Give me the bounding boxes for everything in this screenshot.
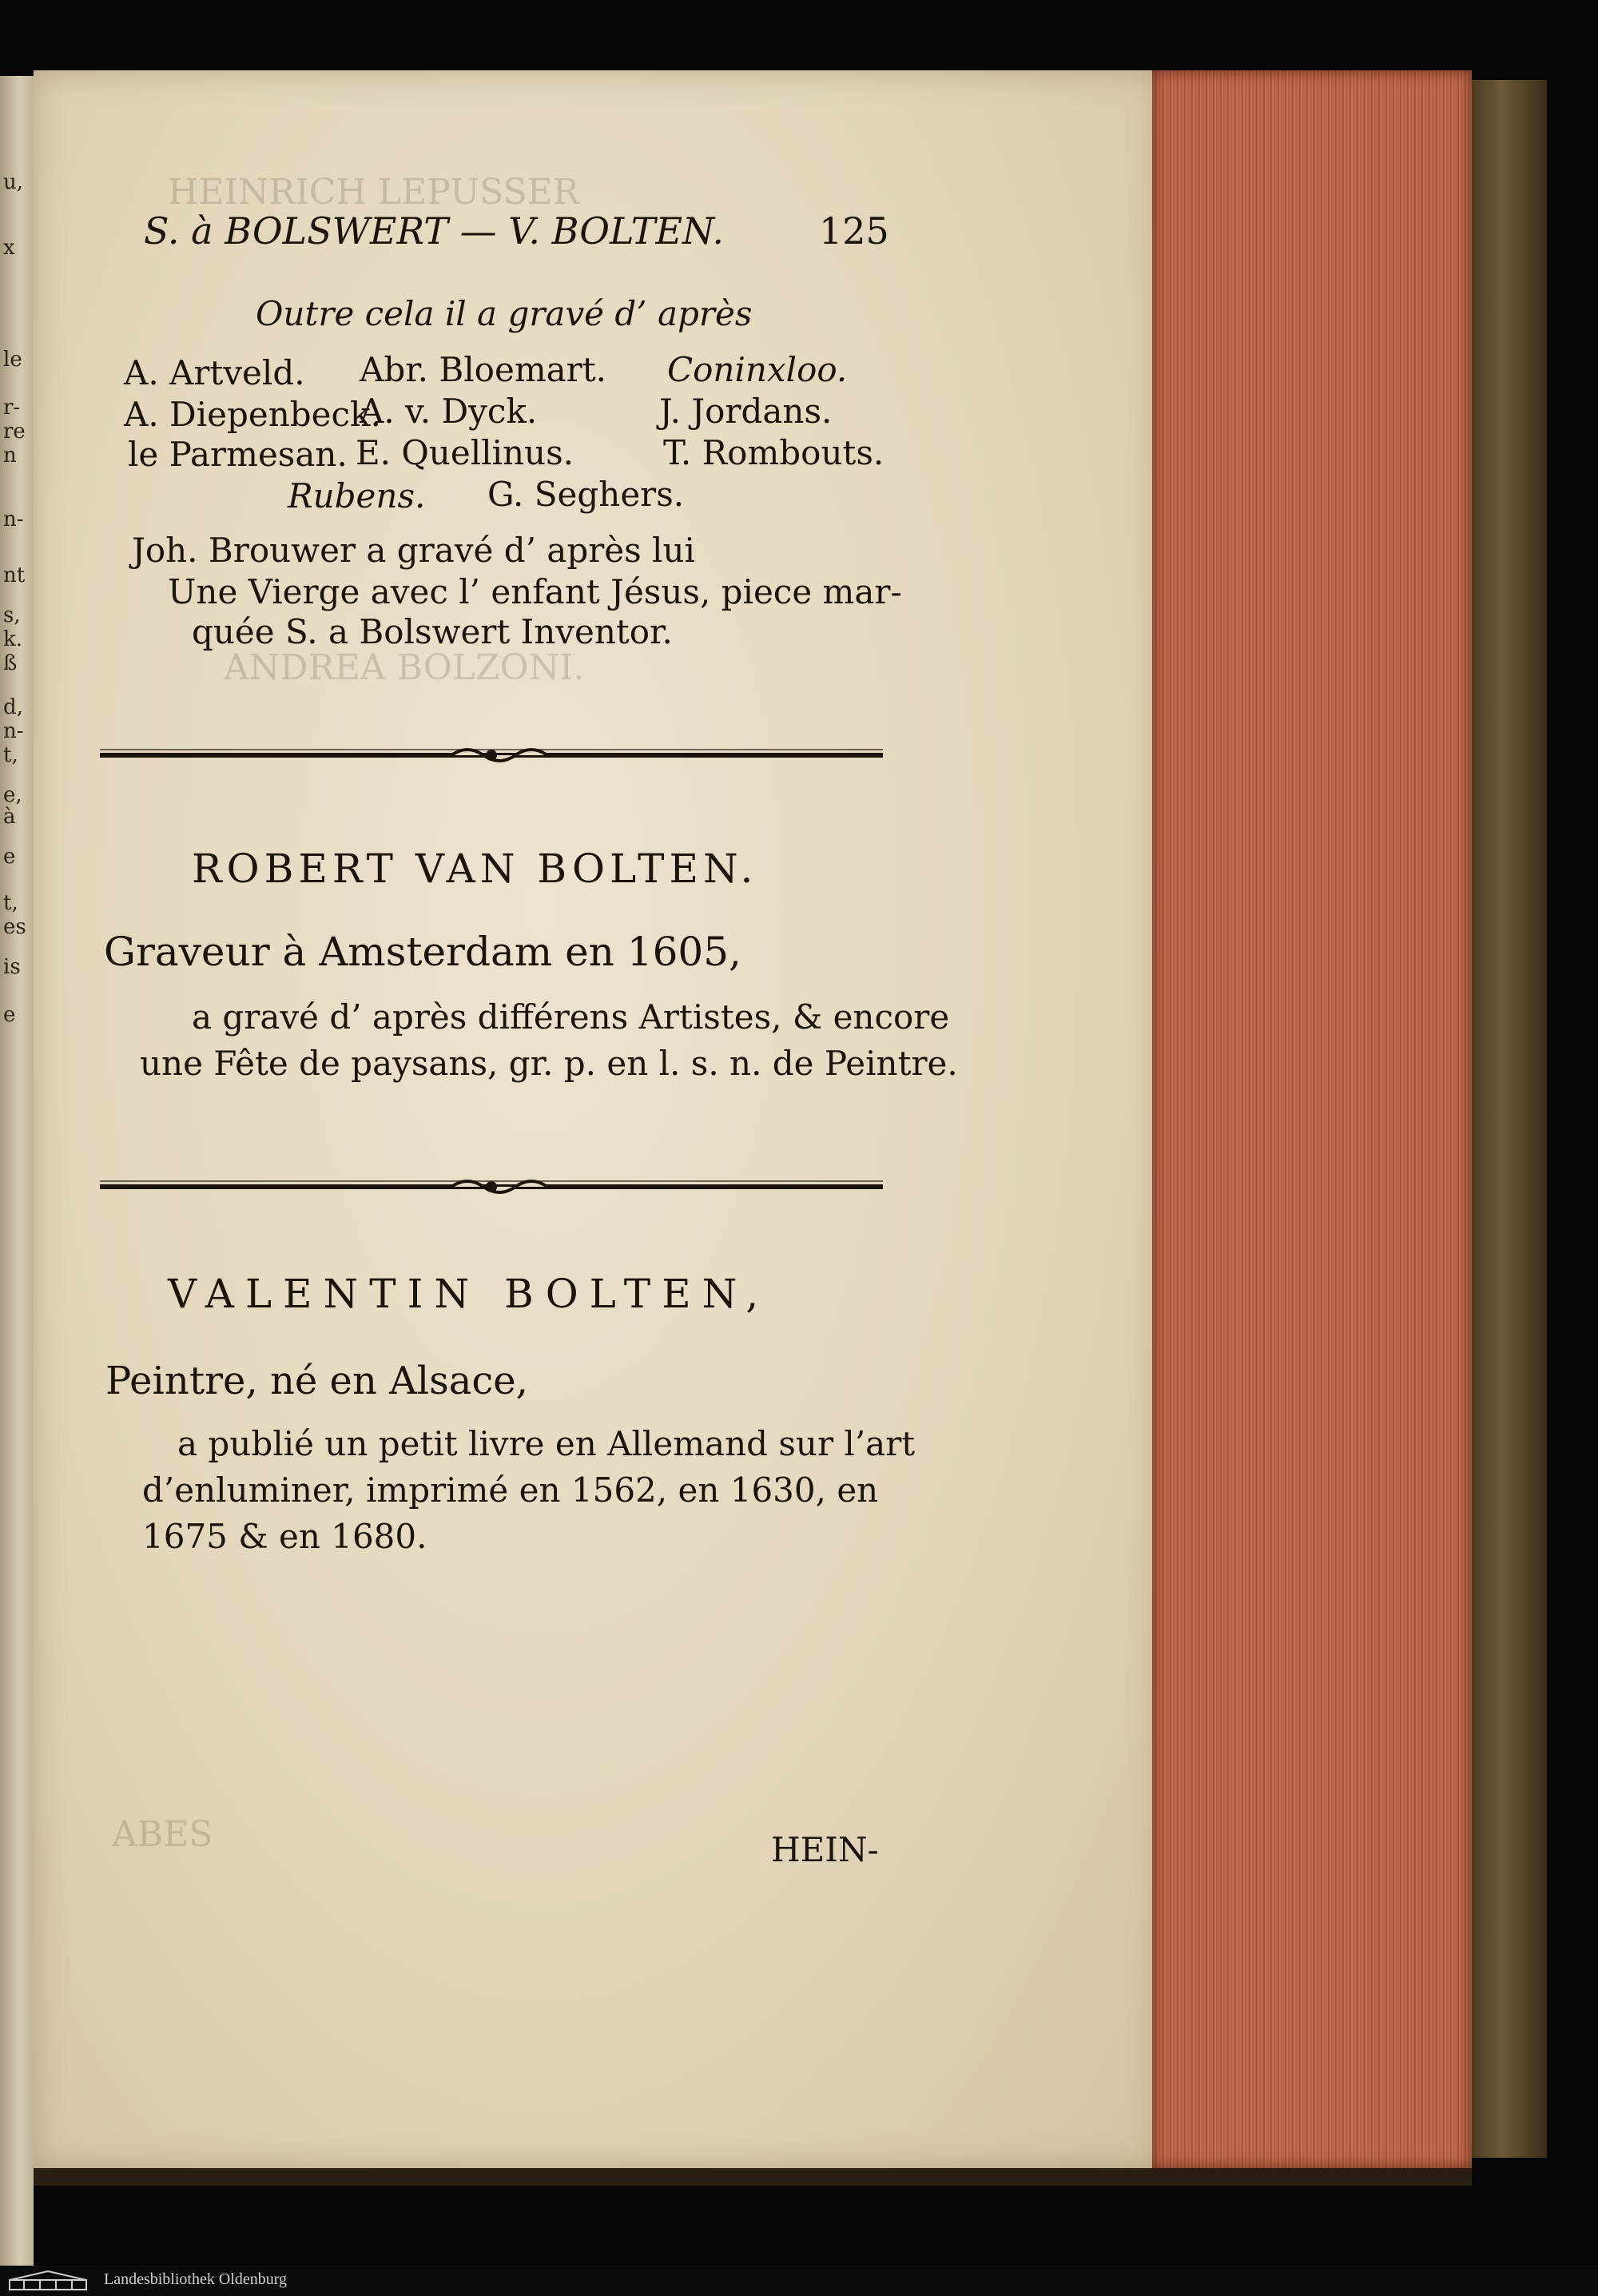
page-number: 125 — [819, 209, 889, 253]
catchword: HEIN- — [771, 1830, 879, 1869]
entry-line: a gravé d’ après différens Artistes, & encore — [192, 997, 950, 1037]
book-cover-edge — [1472, 80, 1547, 2158]
artist-name: Abr. Bloemart. — [360, 350, 606, 389]
entry-line: d’enluminer, imprimé en 1562, en 1630, en — [142, 1470, 879, 1510]
ornamental-divider — [100, 746, 883, 764]
brouwer-line: quée S. a Bolswert Inventor. — [192, 612, 673, 651]
entry-line: a publié un petit livre en Allemand sur l’art — [177, 1424, 916, 1463]
artist-name: G. Seghers. — [487, 475, 685, 514]
artist-name: A. Artveld. — [124, 353, 305, 392]
facing-page-text-fragments: u, x le r- re n n- nt s, k. ß d, n- t, e, à e t, es is e — [3, 170, 26, 1027]
artist-name: Rubens. — [288, 476, 426, 515]
ornamental-divider — [100, 1178, 883, 1196]
artist-name: Coninxloo. — [667, 350, 848, 389]
artist-name: T. Rombouts. — [663, 433, 884, 472]
artist-name: A. v. Dyck. — [360, 392, 538, 431]
entry-line: une Fête de paysans, gr. p. en l. s. n. de Peintre. — [140, 1044, 958, 1083]
library-building-icon — [8, 2269, 88, 2291]
facing-page-edge — [0, 76, 34, 2266]
page-edges — [1152, 70, 1472, 2168]
footer-bar — [0, 2266, 1598, 2296]
artist-name: J. Jordans. — [659, 392, 833, 431]
artist-name: E. Quellinus. — [356, 433, 574, 472]
artist-name: le Parmesan. — [128, 435, 348, 474]
library-name: Landesbibliothek Oldenburg — [104, 2270, 288, 2288]
artist-name: A. Diepenbeck. — [124, 395, 381, 434]
brouwer-line: Joh. Brouwer a gravé d’ après lui — [132, 531, 695, 570]
running-title: S. à BOLSWERT — V. BOLTEN. — [144, 209, 724, 253]
entry-lead-robert: Graveur à Amsterdam en 1605, — [104, 929, 741, 975]
book-bottom-edge — [34, 2168, 1472, 2186]
entry-title-robert: ROBERT VAN BOLTEN. — [192, 846, 758, 892]
entry-lead-valentin: Peintre, né en Alsace, — [105, 1359, 528, 1403]
brouwer-line: Une Vierge avec l’ enfant Jésus, piece mar- — [168, 572, 902, 611]
bolswert-intro: Outre cela il a gravé d’ après — [256, 294, 753, 333]
entry-line: 1675 & en 1680. — [142, 1517, 427, 1556]
entry-title-valentin: VALENTIN BOLTEN, — [168, 1271, 770, 1317]
